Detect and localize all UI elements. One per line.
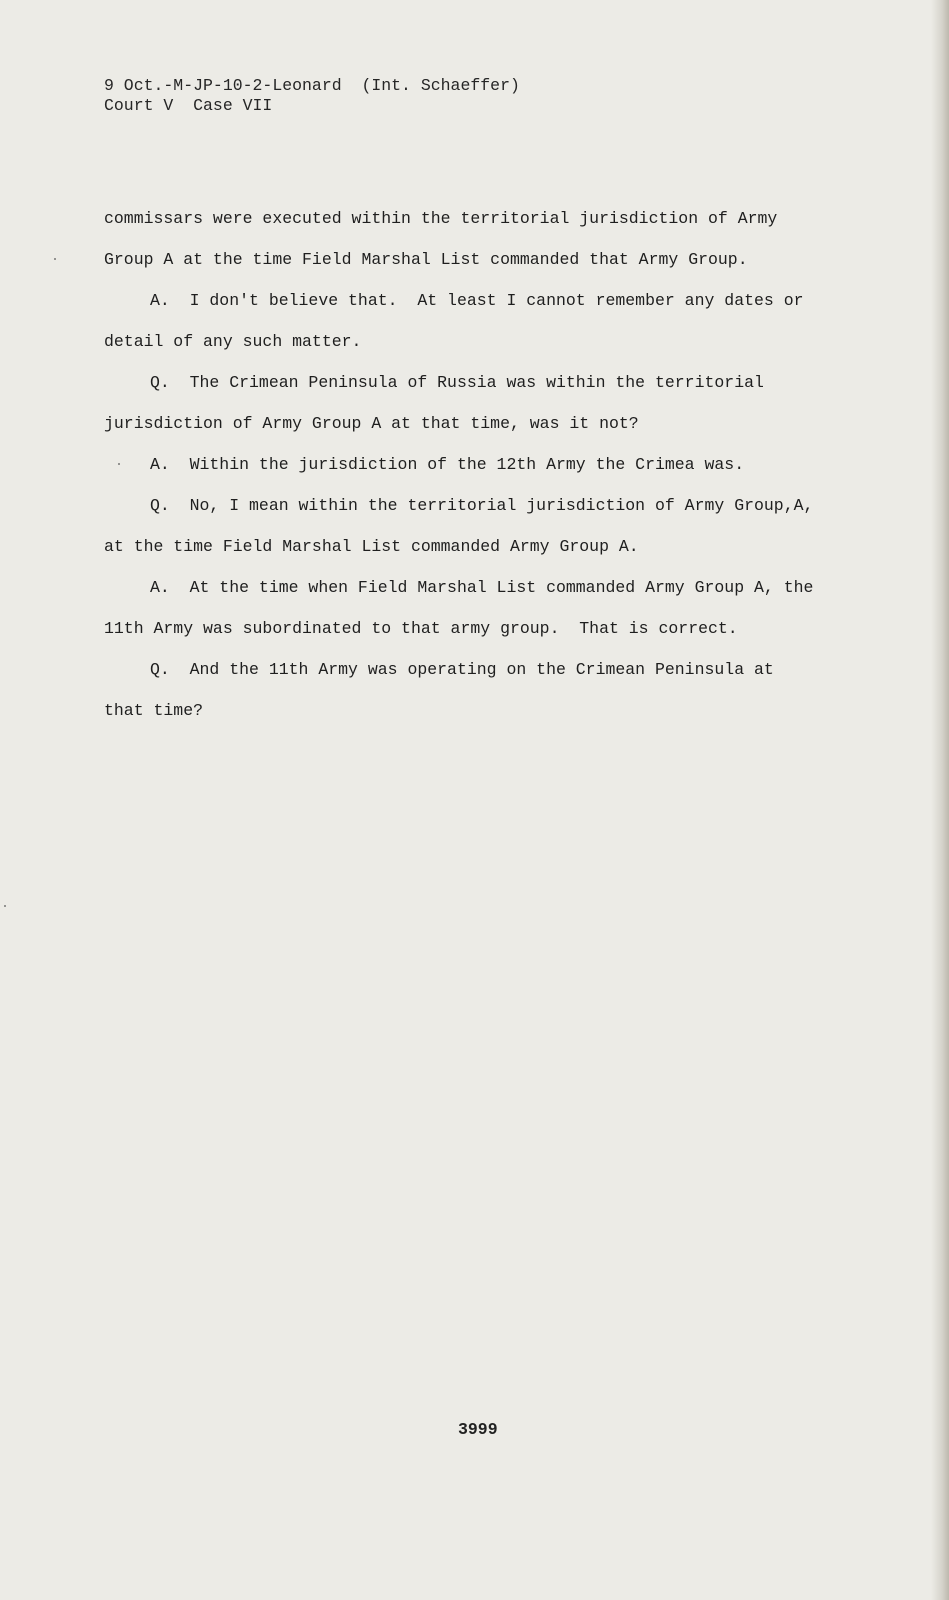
paper-speck [118,463,120,465]
transcript-line: at the time Field Marshal List commanded Army Group A. [104,537,639,556]
transcript-line: Q. And the 11th Army was operating on the Crimean Peninsula at [150,660,774,679]
page-edge-shadow [931,0,949,1600]
paper-speck [54,258,56,260]
header-line-1: 9 Oct.-M-JP-10-2-Leonard (Int. Schaeffer) [104,76,520,95]
paper-speck [4,905,6,907]
document-header [104,76,520,116]
transcript-line: 11th Army was subordinated to that army group. That is correct. [104,619,738,638]
transcript-line: A. I don't believe that. At least I cannot remember any dates or [150,291,804,310]
transcript-line: A. Within the jurisdiction of the 12th Army the Crimea was. [150,455,745,474]
transcript-line: A. At the time when Field Marshal List commanded Army Group A, the [150,578,814,597]
transcript-line: commissars were executed within the territorial jurisdiction of Army [104,209,778,228]
transcript-line: Group A at the time Field Marshal List commanded that Army Group. [104,250,748,269]
transcript-line: that time? [104,701,204,720]
transcript-line: Q. The Crimean Peninsula of Russia was within the territorial [150,373,764,392]
page-number: 3999 [458,1420,498,1439]
transcript-body [104,198,844,731]
transcript-line: Q. No, I mean within the territorial jurisdiction of Army Group,A, [150,496,814,515]
transcript-line: detail of any such matter. [104,332,362,351]
header-line-2: Court V Case VII [104,96,273,115]
transcript-line: jurisdiction of Army Group A at that time, was it not? [104,414,639,433]
